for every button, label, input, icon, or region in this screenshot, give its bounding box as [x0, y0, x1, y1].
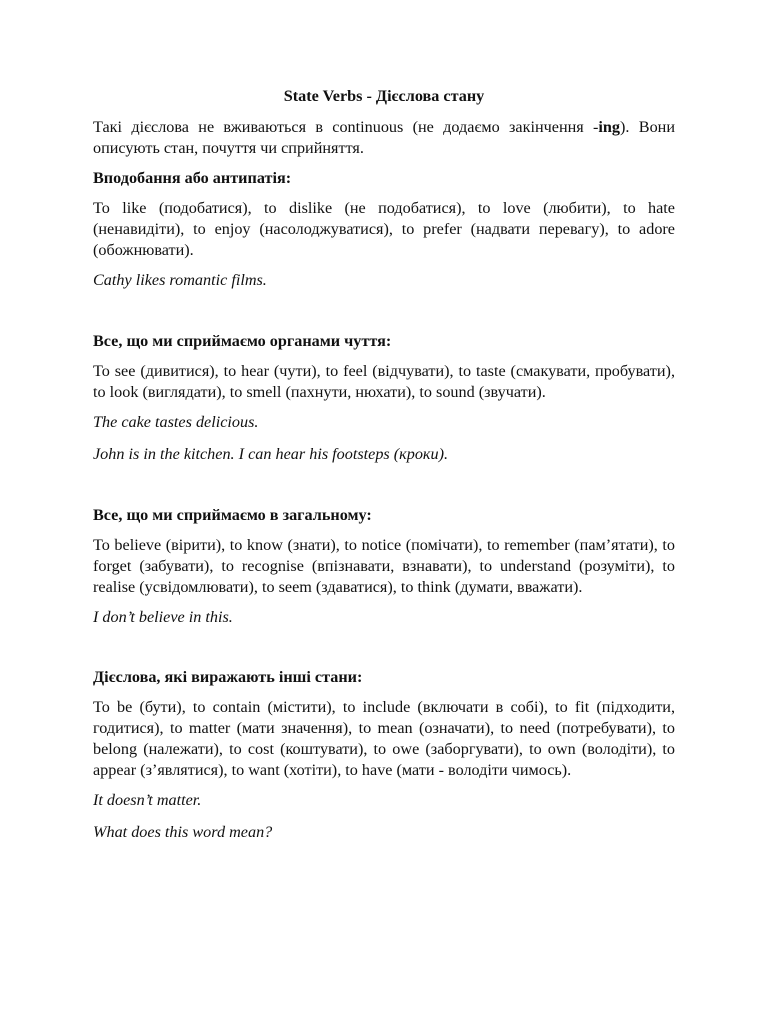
example-sentence: John is in the kitchen. I can hear his footsteps (кроки). — [93, 445, 449, 463]
intro-text-before: Такі дієслова не вживаються в continuous (не додаємо закінчення - — [93, 118, 599, 136]
section-heading: Все, що ми сприймаємо органами чуття: — [93, 332, 392, 350]
section-body: To like (подобатися), to dislike (не подобатися), to love (любити), to hate (ненавидіти), to enjoy (насолоджуватися), to prefer (надвати перевагу), to adore (обожнювати). — [93, 199, 675, 259]
intro-bold-ending: ing — [598, 118, 621, 136]
example-sentence: It doesn’t matter. — [93, 791, 202, 809]
section-heading: Все, що ми сприймаємо в загальному: — [93, 506, 372, 524]
section-spacer — [93, 476, 675, 505]
section-body: To see (дивитися), to hear (чути), to feel (відчувати), to taste (смакувати, пробувати), to look (виглядати), to smell (пахнути, нюхати), to sound (звучати). — [93, 362, 675, 401]
section-body: To believe (вірити), to know (знати), to notice (помічати), to remember (пам’ятати), to forget (забувати), to recognise (впізнавати, взнавати), to understand (розуміти), to realise (усвідомлювати), to seem (здаватися), to think (думати, вважати). — [93, 536, 675, 596]
page-title: State Verbs - Дієслова стану — [283, 87, 485, 105]
section-spacer — [93, 302, 675, 331]
example-sentence: Cathy likes romantic films. — [93, 271, 267, 289]
section-senses — [93, 331, 675, 465]
section-heading: Вподобання або антипатія: — [93, 169, 292, 187]
example-sentence: What does this word mean? — [93, 823, 273, 841]
section-perception — [93, 505, 675, 628]
section-body: To be (бути), to contain (містити), to include (включати в собі), to fit (підходити, годитися), to matter (мати значення), to mean (означати), to need (потребувати), to belong (належати), to cost (коштувати), to owe (заборгувати), to own (володіти), to appear (з’являтися), to want (хотіти), to have (мати - володіти чимось). — [93, 698, 675, 779]
example-sentence: The cake tastes delicious. — [93, 413, 259, 431]
document-page — [93, 86, 675, 854]
section-other-states — [93, 667, 675, 843]
example-sentence: I don’t believe in this. — [93, 608, 233, 626]
section-heading: Дієслова, які виражають інші стани: — [93, 668, 363, 686]
intro-text-after: ). Вони описують стан, почуття чи сприйняття. — [93, 118, 675, 157]
intro-paragraph — [93, 117, 675, 159]
section-preferences — [93, 168, 675, 291]
section-spacer — [93, 639, 675, 667]
